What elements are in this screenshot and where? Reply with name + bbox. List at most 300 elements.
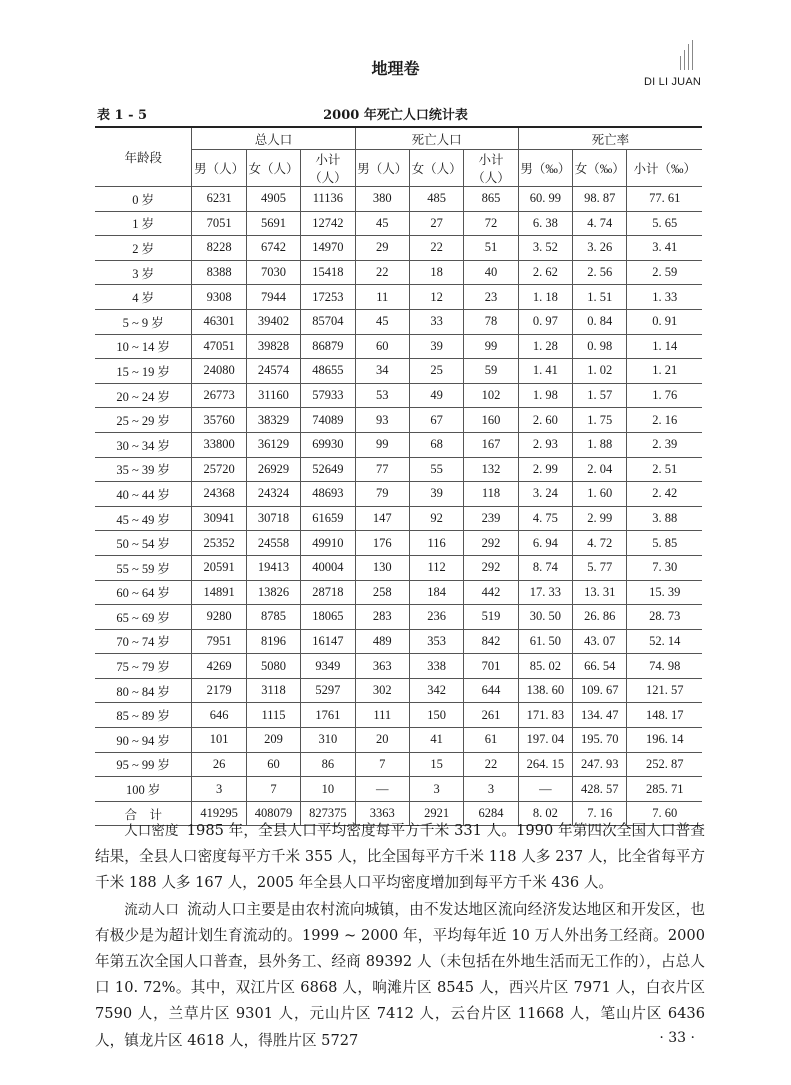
value-cell: 130 [355, 555, 409, 580]
value-cell: 1761 [301, 703, 355, 728]
value-cell: 252. 87 [627, 752, 702, 777]
value-cell: 102 [464, 383, 518, 408]
value-cell: 11 [355, 285, 409, 310]
value-cell: 171. 83 [518, 703, 572, 728]
value-cell: 25352 [192, 531, 246, 556]
value-cell: 167 [464, 432, 518, 457]
value-cell: 48655 [301, 359, 355, 384]
value-cell: 79 [355, 482, 409, 507]
value-cell: 39402 [246, 309, 300, 334]
value-cell: 85704 [301, 309, 355, 334]
table-row [95, 506, 702, 531]
value-cell: 24080 [192, 359, 246, 384]
value-cell: 93 [355, 408, 409, 433]
value-cell: 0. 97 [518, 309, 572, 334]
value-cell: 2921 [409, 801, 463, 826]
value-cell: 197. 04 [518, 728, 572, 753]
table-row [95, 334, 702, 359]
value-cell: 2. 59 [627, 260, 702, 285]
subheader-cell: 女（‰） [573, 150, 627, 187]
value-cell: 7030 [246, 260, 300, 285]
value-cell: 3. 26 [573, 236, 627, 261]
value-cell: 15418 [301, 260, 355, 285]
value-cell: 17253 [301, 285, 355, 310]
value-cell: 5297 [301, 678, 355, 703]
page-number: · 33 · [659, 1030, 695, 1046]
value-cell: 10 [301, 777, 355, 802]
value-cell: 34 [355, 359, 409, 384]
value-cell: 1. 02 [573, 359, 627, 384]
value-cell: 2. 60 [518, 408, 572, 433]
value-cell: 353 [409, 629, 463, 654]
value-cell: 24558 [246, 531, 300, 556]
value-cell: 26. 86 [573, 605, 627, 630]
value-cell: 176 [355, 531, 409, 556]
value-cell: 827375 [301, 801, 355, 826]
value-cell: 310 [301, 728, 355, 753]
value-cell: 74089 [301, 408, 355, 433]
value-cell: 646 [192, 703, 246, 728]
value-cell: 22 [409, 236, 463, 261]
value-cell: 132 [464, 457, 518, 482]
running-head-title: 地理卷 [371, 59, 420, 78]
value-cell: 86879 [301, 334, 355, 359]
value-cell: 2. 16 [627, 408, 702, 433]
age-group-cell: 2 岁 [95, 236, 192, 261]
value-cell: 14970 [301, 236, 355, 261]
value-cell: 11136 [301, 187, 355, 212]
subheader-cell: 小计（‰） [627, 150, 702, 187]
value-cell: 3 [464, 777, 518, 802]
age-group-cell: 100 岁 [95, 777, 192, 802]
age-group-cell: 0 岁 [95, 187, 192, 212]
value-cell: 74. 98 [627, 654, 702, 679]
value-cell: 2. 56 [573, 260, 627, 285]
value-cell: 644 [464, 678, 518, 703]
value-cell: 160 [464, 408, 518, 433]
value-cell: 380 [355, 187, 409, 212]
subheader-cell: 小计（人） [464, 150, 518, 187]
table-label: 表 1 - 5 [97, 108, 148, 123]
value-cell: 1. 51 [573, 285, 627, 310]
value-cell: 5691 [246, 211, 300, 236]
value-cell: 86 [301, 752, 355, 777]
value-cell: 419295 [192, 801, 246, 826]
value-cell: 1. 57 [573, 383, 627, 408]
age-group-cell: 80 ~ 84 岁 [95, 678, 192, 703]
value-cell: 112 [409, 555, 463, 580]
value-cell: 38329 [246, 408, 300, 433]
value-cell: 9349 [301, 654, 355, 679]
value-cell: 363 [355, 654, 409, 679]
age-group-cell: 55 ~ 59 岁 [95, 555, 192, 580]
value-cell: 61659 [301, 506, 355, 531]
value-cell: 116 [409, 531, 463, 556]
value-cell: 23 [464, 285, 518, 310]
value-cell: 5080 [246, 654, 300, 679]
value-cell: 9280 [192, 605, 246, 630]
value-cell: 77. 61 [627, 187, 702, 212]
value-cell: 49 [409, 383, 463, 408]
value-cell: 13826 [246, 580, 300, 605]
value-cell: 3. 41 [627, 236, 702, 261]
table-row [95, 555, 702, 580]
header-bars-decoration [676, 40, 698, 70]
value-cell: 0. 84 [573, 309, 627, 334]
value-cell: 195. 70 [573, 728, 627, 753]
age-group-cell: 4 岁 [95, 285, 192, 310]
value-cell: 60. 99 [518, 187, 572, 212]
value-cell: 8388 [192, 260, 246, 285]
value-cell: 18 [409, 260, 463, 285]
table-row [95, 309, 702, 334]
age-group-cell: 90 ~ 94 岁 [95, 728, 192, 753]
age-group-cell: 70 ~ 74 岁 [95, 629, 192, 654]
age-group-cell: 10 ~ 14 岁 [95, 334, 192, 359]
value-cell: 60 [355, 334, 409, 359]
value-cell: 6742 [246, 236, 300, 261]
table-row [95, 728, 702, 753]
value-cell: 0. 98 [573, 334, 627, 359]
value-cell: 1115 [246, 703, 300, 728]
value-cell: 24324 [246, 482, 300, 507]
value-cell: 15. 39 [627, 580, 702, 605]
value-cell: 4. 75 [518, 506, 572, 531]
value-cell: 39 [409, 482, 463, 507]
value-cell: 1. 18 [518, 285, 572, 310]
paragraph-density [95, 818, 705, 897]
value-cell: 6231 [192, 187, 246, 212]
age-group-cell: 5 ~ 9 岁 [95, 309, 192, 334]
value-cell: 45 [355, 211, 409, 236]
value-cell: 6. 38 [518, 211, 572, 236]
subheader-cell: 男（人） [192, 150, 246, 187]
value-cell: 6. 94 [518, 531, 572, 556]
value-cell: — [355, 777, 409, 802]
value-cell: 26773 [192, 383, 246, 408]
value-cell: 57933 [301, 383, 355, 408]
value-cell: 236 [409, 605, 463, 630]
value-cell: 3. 24 [518, 482, 572, 507]
table-row [95, 285, 702, 310]
value-cell: 1. 75 [573, 408, 627, 433]
value-cell: 292 [464, 531, 518, 556]
value-cell: 15 [409, 752, 463, 777]
value-cell: 1. 60 [573, 482, 627, 507]
value-cell: 0. 91 [627, 309, 702, 334]
value-cell: 148. 17 [627, 703, 702, 728]
paragraph-lead: 人口密度 [124, 823, 179, 839]
age-group-cell: 40 ~ 44 岁 [95, 482, 192, 507]
body-text [95, 818, 705, 1054]
header-group-deaths: 死亡人口 [355, 127, 518, 150]
age-group-cell: 30 ~ 34 岁 [95, 432, 192, 457]
value-cell: 45 [355, 309, 409, 334]
value-cell: 2. 93 [518, 432, 572, 457]
table-row [95, 211, 702, 236]
value-cell: 519 [464, 605, 518, 630]
age-group-cell: 20 ~ 24 岁 [95, 383, 192, 408]
value-cell: 12742 [301, 211, 355, 236]
value-cell: 19413 [246, 555, 300, 580]
value-cell: 72 [464, 211, 518, 236]
value-cell: 150 [409, 703, 463, 728]
value-cell: 33800 [192, 432, 246, 457]
value-cell: 24368 [192, 482, 246, 507]
value-cell: 6284 [464, 801, 518, 826]
value-cell: 99 [464, 334, 518, 359]
value-cell: 428. 57 [573, 777, 627, 802]
value-cell: 7 [246, 777, 300, 802]
table-row [95, 703, 702, 728]
value-cell: 30. 50 [518, 605, 572, 630]
value-cell: 40004 [301, 555, 355, 580]
value-cell: 99 [355, 432, 409, 457]
age-group-cell: 50 ~ 54 岁 [95, 531, 192, 556]
subheader-cell: 女（人） [409, 150, 463, 187]
value-cell: 61 [464, 728, 518, 753]
subheader-cell: 男（人） [355, 150, 409, 187]
table-row [95, 408, 702, 433]
value-cell: 239 [464, 506, 518, 531]
value-cell: 209 [246, 728, 300, 753]
value-cell: 27 [409, 211, 463, 236]
value-cell: 342 [409, 678, 463, 703]
value-cell: 338 [409, 654, 463, 679]
age-group-cell: 85 ~ 89 岁 [95, 703, 192, 728]
paragraph-lead: 流动人口 [124, 901, 180, 918]
running-head-subtitle: DI LI JUAN [643, 76, 701, 88]
value-cell: 8. 02 [518, 801, 572, 826]
table-row [95, 752, 702, 777]
value-cell: 1. 98 [518, 383, 572, 408]
value-cell: 68 [409, 432, 463, 457]
value-cell: 39828 [246, 334, 300, 359]
value-cell: 43. 07 [573, 629, 627, 654]
subheader-cell: 男（‰） [518, 150, 572, 187]
value-cell: 8228 [192, 236, 246, 261]
value-cell: 442 [464, 580, 518, 605]
value-cell: 22 [464, 752, 518, 777]
mortality-table [95, 126, 702, 826]
header-age: 年龄段 [95, 127, 192, 187]
value-cell: 77 [355, 457, 409, 482]
value-cell: 9308 [192, 285, 246, 310]
paragraph-text: 1985 年，全县人口平均密度每平方千米 331 人。1990 年第四次全国人口普查结果，全县人口密度每平方千米 355 人，比全国每平方千米 118 人多 237 人，比全省每平方千米 188 人多 167 人，2005 年全县人口平均密度增加到每平方千米 436 人。 [95, 822, 705, 892]
age-group-cell: 1 岁 [95, 211, 192, 236]
value-cell: 2. 42 [627, 482, 702, 507]
value-cell: 7. 60 [627, 801, 702, 826]
value-cell: 118 [464, 482, 518, 507]
value-cell: 25 [409, 359, 463, 384]
value-cell: 48693 [301, 482, 355, 507]
table-row [95, 678, 702, 703]
value-cell: 1. 88 [573, 432, 627, 457]
value-cell: 8785 [246, 605, 300, 630]
value-cell: 1. 41 [518, 359, 572, 384]
value-cell: 53 [355, 383, 409, 408]
value-cell: 134. 47 [573, 703, 627, 728]
value-cell: 52649 [301, 457, 355, 482]
value-cell: 842 [464, 629, 518, 654]
value-cell: 8196 [246, 629, 300, 654]
age-group-cell: 75 ~ 79 岁 [95, 654, 192, 679]
value-cell: 17. 33 [518, 580, 572, 605]
table-title: 2000 年死亡人口统计表 [323, 108, 468, 123]
value-cell: 61. 50 [518, 629, 572, 654]
age-group-cell: 35 ~ 39 岁 [95, 457, 192, 482]
value-cell: 701 [464, 654, 518, 679]
value-cell: 5. 85 [627, 531, 702, 556]
value-cell: 85. 02 [518, 654, 572, 679]
value-cell: 66. 54 [573, 654, 627, 679]
value-cell: 5. 65 [627, 211, 702, 236]
value-cell: 3363 [355, 801, 409, 826]
value-cell: 4. 72 [573, 531, 627, 556]
value-cell: 31160 [246, 383, 300, 408]
subheader-cell: 小计（人） [301, 150, 355, 187]
value-cell: 5. 77 [573, 555, 627, 580]
value-cell: 292 [464, 555, 518, 580]
table-row [95, 482, 702, 507]
age-group-cell: 65 ~ 69 岁 [95, 605, 192, 630]
value-cell: 22 [355, 260, 409, 285]
value-cell: 67 [409, 408, 463, 433]
value-cell: 20591 [192, 555, 246, 580]
table-row [95, 605, 702, 630]
age-group-cell: 15 ~ 19 岁 [95, 359, 192, 384]
table-row [95, 432, 702, 457]
value-cell: 1. 28 [518, 334, 572, 359]
value-cell: 3. 88 [627, 506, 702, 531]
value-cell: 39 [409, 334, 463, 359]
value-cell: 13. 31 [573, 580, 627, 605]
value-cell: 865 [464, 187, 518, 212]
value-cell: 7. 30 [627, 555, 702, 580]
value-cell: 41 [409, 728, 463, 753]
value-cell: 59 [464, 359, 518, 384]
age-group-cell: 合 计 [95, 801, 192, 826]
value-cell: 489 [355, 629, 409, 654]
value-cell: 98. 87 [573, 187, 627, 212]
value-cell: 92 [409, 506, 463, 531]
table-row [95, 531, 702, 556]
value-cell: 60 [246, 752, 300, 777]
value-cell: 7051 [192, 211, 246, 236]
value-cell: 55 [409, 457, 463, 482]
value-cell: 101 [192, 728, 246, 753]
value-cell: 4269 [192, 654, 246, 679]
header-group-total: 总人口 [192, 127, 355, 150]
value-cell: 247. 93 [573, 752, 627, 777]
age-group-cell: 45 ~ 49 岁 [95, 506, 192, 531]
value-cell: 30718 [246, 506, 300, 531]
value-cell: 40 [464, 260, 518, 285]
value-cell: 138. 60 [518, 678, 572, 703]
value-cell: 78 [464, 309, 518, 334]
table-row [95, 236, 702, 261]
value-cell: 47051 [192, 334, 246, 359]
value-cell: 109. 67 [573, 678, 627, 703]
value-cell: 2. 51 [627, 457, 702, 482]
value-cell: 49910 [301, 531, 355, 556]
table-row [95, 383, 702, 408]
value-cell: 2. 99 [573, 506, 627, 531]
table-row [95, 629, 702, 654]
value-cell: 33 [409, 309, 463, 334]
header-group-rate: 死亡率 [518, 127, 702, 150]
value-cell: 7 [355, 752, 409, 777]
table-row [95, 777, 702, 802]
value-cell: 121. 57 [627, 678, 702, 703]
value-cell: 302 [355, 678, 409, 703]
value-cell: 29 [355, 236, 409, 261]
value-cell: 46301 [192, 309, 246, 334]
value-cell: — [518, 777, 572, 802]
value-cell: 24574 [246, 359, 300, 384]
value-cell: 28. 73 [627, 605, 702, 630]
value-cell: 12 [409, 285, 463, 310]
value-cell: 3 [192, 777, 246, 802]
value-cell: 7944 [246, 285, 300, 310]
value-cell: 184 [409, 580, 463, 605]
value-cell: 26929 [246, 457, 300, 482]
value-cell: 261 [464, 703, 518, 728]
value-cell: 52. 14 [627, 629, 702, 654]
value-cell: 285. 71 [627, 777, 702, 802]
age-group-cell: 3 岁 [95, 260, 192, 285]
value-cell: 1. 76 [627, 383, 702, 408]
table-row [95, 580, 702, 605]
value-cell: 111 [355, 703, 409, 728]
table-row [95, 260, 702, 285]
value-cell: 2179 [192, 678, 246, 703]
age-group-cell: 95 ~ 99 岁 [95, 752, 192, 777]
value-cell: 485 [409, 187, 463, 212]
value-cell: 8. 74 [518, 555, 572, 580]
value-cell: 2. 04 [573, 457, 627, 482]
value-cell: 258 [355, 580, 409, 605]
value-cell: 408079 [246, 801, 300, 826]
value-cell: 16147 [301, 629, 355, 654]
value-cell: 7. 16 [573, 801, 627, 826]
value-cell: 1. 21 [627, 359, 702, 384]
subheader-cell: 女（人） [246, 150, 300, 187]
value-cell: 20 [355, 728, 409, 753]
paragraph-floating-population [95, 897, 705, 1054]
value-cell: 14891 [192, 580, 246, 605]
value-cell: 30941 [192, 506, 246, 531]
table-row [95, 187, 702, 212]
value-cell: 283 [355, 605, 409, 630]
table-row [95, 359, 702, 384]
value-cell: 35760 [192, 408, 246, 433]
value-cell: 3 [409, 777, 463, 802]
value-cell: 7951 [192, 629, 246, 654]
value-cell: 18065 [301, 605, 355, 630]
value-cell: 26 [192, 752, 246, 777]
age-group-cell: 25 ~ 29 岁 [95, 408, 192, 433]
value-cell: 28718 [301, 580, 355, 605]
value-cell: 51 [464, 236, 518, 261]
value-cell: 36129 [246, 432, 300, 457]
value-cell: 4. 74 [573, 211, 627, 236]
paragraph-text: 流动人口主要是由农村流向城镇，由不发达地区流向经济发达地区和开发区，也有极少是为超计划生育流动的。1999 ~ 2000 年，平均每年近 10 万人外出务工经商。2000 年第五次全国人口普查，县外务工、经商 89392 人（未包括在外地生活而无工作的），占总人口 10. 72%。其中，双江片区 6868 人，响滩片区 8545 人，西兴片区 7971 人，白衣片区 7590 人，兰草片区 9301 人，元山片区 7412 人，云台片区 11668 人，笔山片区 6436 人，镇龙片区 4618 人，得胜片区 5727 [95, 900, 705, 1049]
value-cell: 69930 [301, 432, 355, 457]
age-group-cell: 60 ~ 64 岁 [95, 580, 192, 605]
value-cell: 3. 52 [518, 236, 572, 261]
value-cell: 196. 14 [627, 728, 702, 753]
